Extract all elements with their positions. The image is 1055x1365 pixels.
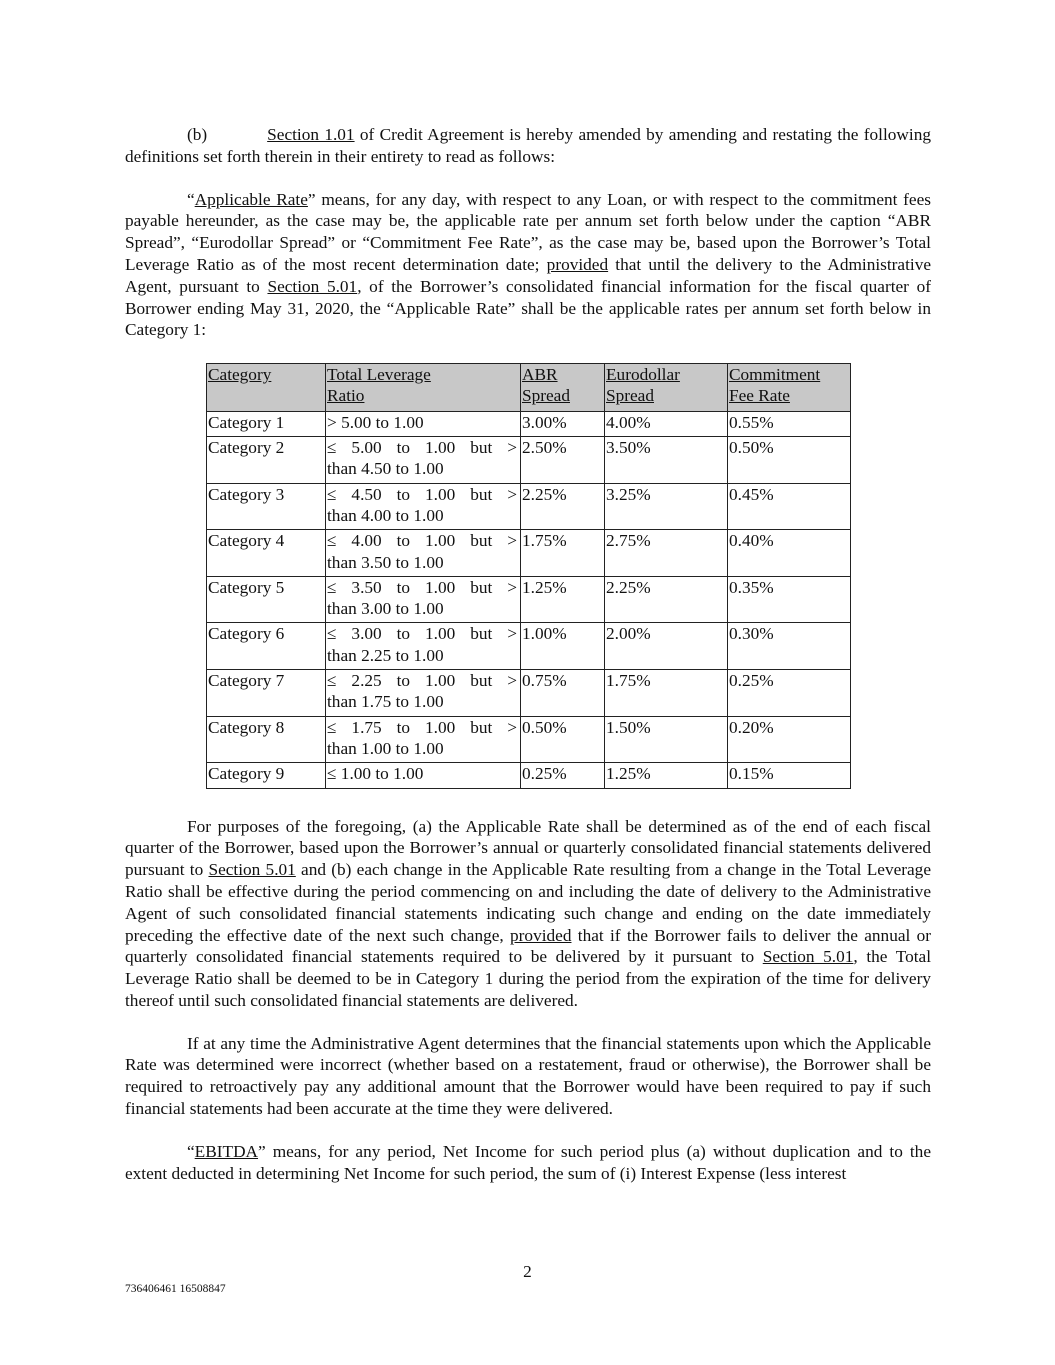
cell-commitment-fee-rate: 0.25%: [728, 670, 851, 717]
cell-abr-spread: 2.50%: [521, 437, 605, 484]
cell-eurodollar-spread: 2.25%: [605, 576, 728, 623]
cell-category: Category 2: [207, 437, 326, 484]
cell-total-leverage-ratio: [326, 530, 521, 577]
document-id: 736406461 16508847: [125, 1283, 226, 1295]
cell-total-leverage-ratio: [326, 670, 521, 717]
document-page: [125, 124, 931, 1184]
table-row: [207, 623, 851, 670]
cell-category: Category 4: [207, 530, 326, 577]
ratio-line: than 1.75 to 1.00: [327, 692, 444, 712]
section-reference: Section 1.01: [267, 125, 355, 144]
cell-category: Category 7: [207, 670, 326, 717]
cell-eurodollar-spread: 3.50%: [605, 437, 728, 484]
ratio-line: ≤ 3.00 to 1.00 but >: [327, 624, 517, 644]
provided-emphasis: provided: [546, 254, 609, 274]
ratio-line: than 3.50 to 1.00: [327, 552, 444, 572]
table-row: [207, 437, 851, 484]
ratio-line: ≤ 5.00 to 1.00 but >: [327, 438, 517, 458]
table-header-row: [207, 364, 851, 412]
cell-commitment-fee-rate: 0.45%: [728, 483, 851, 530]
cell-abr-spread: 3.00%: [521, 411, 605, 436]
cell-category: Category 8: [207, 716, 326, 763]
ratio-line: than 1.00 to 1.00: [327, 738, 444, 758]
paragraph-b: (b) Section 1.01 of Credit Agreement is hereby amended by amending and restating the following definitions set forth therein in their entirety to read as follows:: [125, 125, 931, 166]
ebitda-definition: “EBITDA” means, for any period, Net Income for such period plus (a) without duplication and to the extent deducted in determining Net Income for such period, the sum of (i) Interest Expense (less interest: [125, 1141, 931, 1183]
ratio-line: ≤ 1.75 to 1.00 but >: [327, 717, 517, 737]
ratio-line: > 5.00 to 1.00: [327, 412, 424, 432]
header-abr-spread: ABR Spread: [521, 364, 605, 412]
cell-category: Category 6: [207, 623, 326, 670]
cell-total-leverage-ratio: [326, 576, 521, 623]
section-reference: Section 5.01: [208, 860, 296, 880]
cell-abr-spread: 0.75%: [521, 670, 605, 717]
cell-commitment-fee-rate: 0.40%: [728, 530, 851, 577]
table-row: [207, 763, 851, 788]
cell-category: Category 9: [207, 763, 326, 788]
table-row: [207, 530, 851, 577]
cell-abr-spread: 2.25%: [521, 483, 605, 530]
cell-commitment-fee-rate: 0.20%: [728, 716, 851, 763]
section-reference: Section 5.01: [267, 276, 358, 296]
page-number: 2: [523, 1262, 532, 1281]
defined-term-applicable-rate: Applicable Rate: [194, 189, 308, 209]
ratio-line: ≤ 3.50 to 1.00 but >: [327, 577, 517, 597]
header-total-leverage-ratio: Total Leverage Ratio: [326, 364, 521, 412]
cell-abr-spread: 0.25%: [521, 763, 605, 788]
table-row: [207, 576, 851, 623]
cell-commitment-fee-rate: 0.30%: [728, 623, 851, 670]
cell-total-leverage-ratio: [326, 763, 521, 788]
paragraph-label: (b): [187, 125, 208, 144]
defined-term-ebitda: EBITDA: [194, 1141, 259, 1161]
cell-eurodollar-spread: 1.25%: [605, 763, 728, 788]
cell-commitment-fee-rate: 0.50%: [728, 437, 851, 484]
table-row: [207, 483, 851, 530]
header-category: Category: [207, 364, 326, 412]
ratio-line: than 4.00 to 1.00: [327, 505, 444, 525]
cell-abr-spread: 1.25%: [521, 576, 605, 623]
cell-total-leverage-ratio: [326, 716, 521, 763]
section-reference: Section 5.01: [762, 947, 854, 967]
cell-total-leverage-ratio: [326, 623, 521, 670]
cell-eurodollar-spread: 2.75%: [605, 530, 728, 577]
cell-abr-spread: 1.00%: [521, 623, 605, 670]
cell-eurodollar-spread: 1.75%: [605, 670, 728, 717]
cell-commitment-fee-rate: 0.15%: [728, 763, 851, 788]
purposes-paragraph: For purposes of the foregoing, (a) the Applicable Rate shall be determined as of the end of each fiscal quarter of the Borrower, based upon the Borrower’s annual or quarterly consolidated financial statements delivered pursuant to Section 5.01 and (b) each change in the Applicable Rate resulting from a change in the Total Leverage Ratio shall be effective during the period commencing on and including the date of delivery to the Administrative Agent of such consolidated financial statements indicating such change and ending on the date immediately preceding the effective date of the next such change, provided that if the Borrower fails to deliver the annual or quarterly consolidated financial statements required to be delivered by it pursuant to Section 5.01, the Total Leverage Ratio shall be deemed to be in Category 1 during the period from the expiration of the time for delivery thereof until such consolidated financial statements are delivered.: [125, 816, 931, 1010]
applicable-rate-definition: “Applicable Rate” means, for any day, with respect to any Loan, or with respect to the commitment fees payable hereunder, as the case may be, the applicable rate per annum set forth below under the caption “ABR Spread”, “Eurodollar Spread” or “Commitment Fee Rate”, as the case may be, based upon the Borrower’s Total Leverage Ratio as of the most recent determination date; provided that until the delivery to the Administrative Agent, pursuant to Section 5.01, of the Borrower’s consolidated financial information for the fiscal quarter of Borrower ending May 31, 2020, the “Applicable Rate” shall be the applicable rates per annum set forth below in Category 1:: [125, 189, 932, 340]
cell-total-leverage-ratio: [326, 411, 521, 436]
ratio-line: ≤ 2.25 to 1.00 but >: [327, 671, 517, 691]
ratio-line: ≤ 1.00 to 1.00: [327, 764, 424, 784]
cell-eurodollar-spread: 2.00%: [605, 623, 728, 670]
cell-total-leverage-ratio: [326, 437, 521, 484]
applicable-rate-table: [206, 363, 851, 788]
ratio-line: than 3.00 to 1.00: [327, 599, 444, 619]
header-commitment-fee-rate: Commitment Fee Rate: [728, 364, 851, 412]
cell-eurodollar-spread: 3.25%: [605, 483, 728, 530]
cell-total-leverage-ratio: [326, 483, 521, 530]
ratio-line: ≤ 4.50 to 1.00 but >: [327, 484, 517, 504]
ratio-line: ≤ 4.00 to 1.00 but >: [327, 531, 517, 551]
table-row: [207, 716, 851, 763]
cell-eurodollar-spread: 1.50%: [605, 716, 728, 763]
cell-commitment-fee-rate: 0.55%: [728, 411, 851, 436]
ratio-line: than 2.25 to 1.00: [327, 645, 444, 665]
cell-abr-spread: 1.75%: [521, 530, 605, 577]
header-eurodollar-spread: Eurodollar Spread: [605, 364, 728, 412]
cell-abr-spread: 0.50%: [521, 716, 605, 763]
cell-commitment-fee-rate: 0.35%: [728, 576, 851, 623]
cell-eurodollar-spread: 4.00%: [605, 411, 728, 436]
provided-emphasis: provided: [510, 925, 572, 945]
ratio-line: than 4.50 to 1.00: [327, 459, 444, 479]
cell-category: Category 5: [207, 576, 326, 623]
cell-category: Category 3: [207, 483, 326, 530]
incorrect-statements-paragraph: If at any time the Administrative Agent determines that the financial statements upon which the Applicable Rate was determined were incorrect (whether based on a restatement, fraud or otherwise), the Borrower shall be required to retroactively pay any additional amount that the Borrower would have been required to pay if such financial statements had been accurate at the time they were delivered.: [125, 1033, 931, 1119]
cell-category: Category 1: [207, 411, 326, 436]
table-row: [207, 411, 851, 436]
table-row: [207, 670, 851, 717]
